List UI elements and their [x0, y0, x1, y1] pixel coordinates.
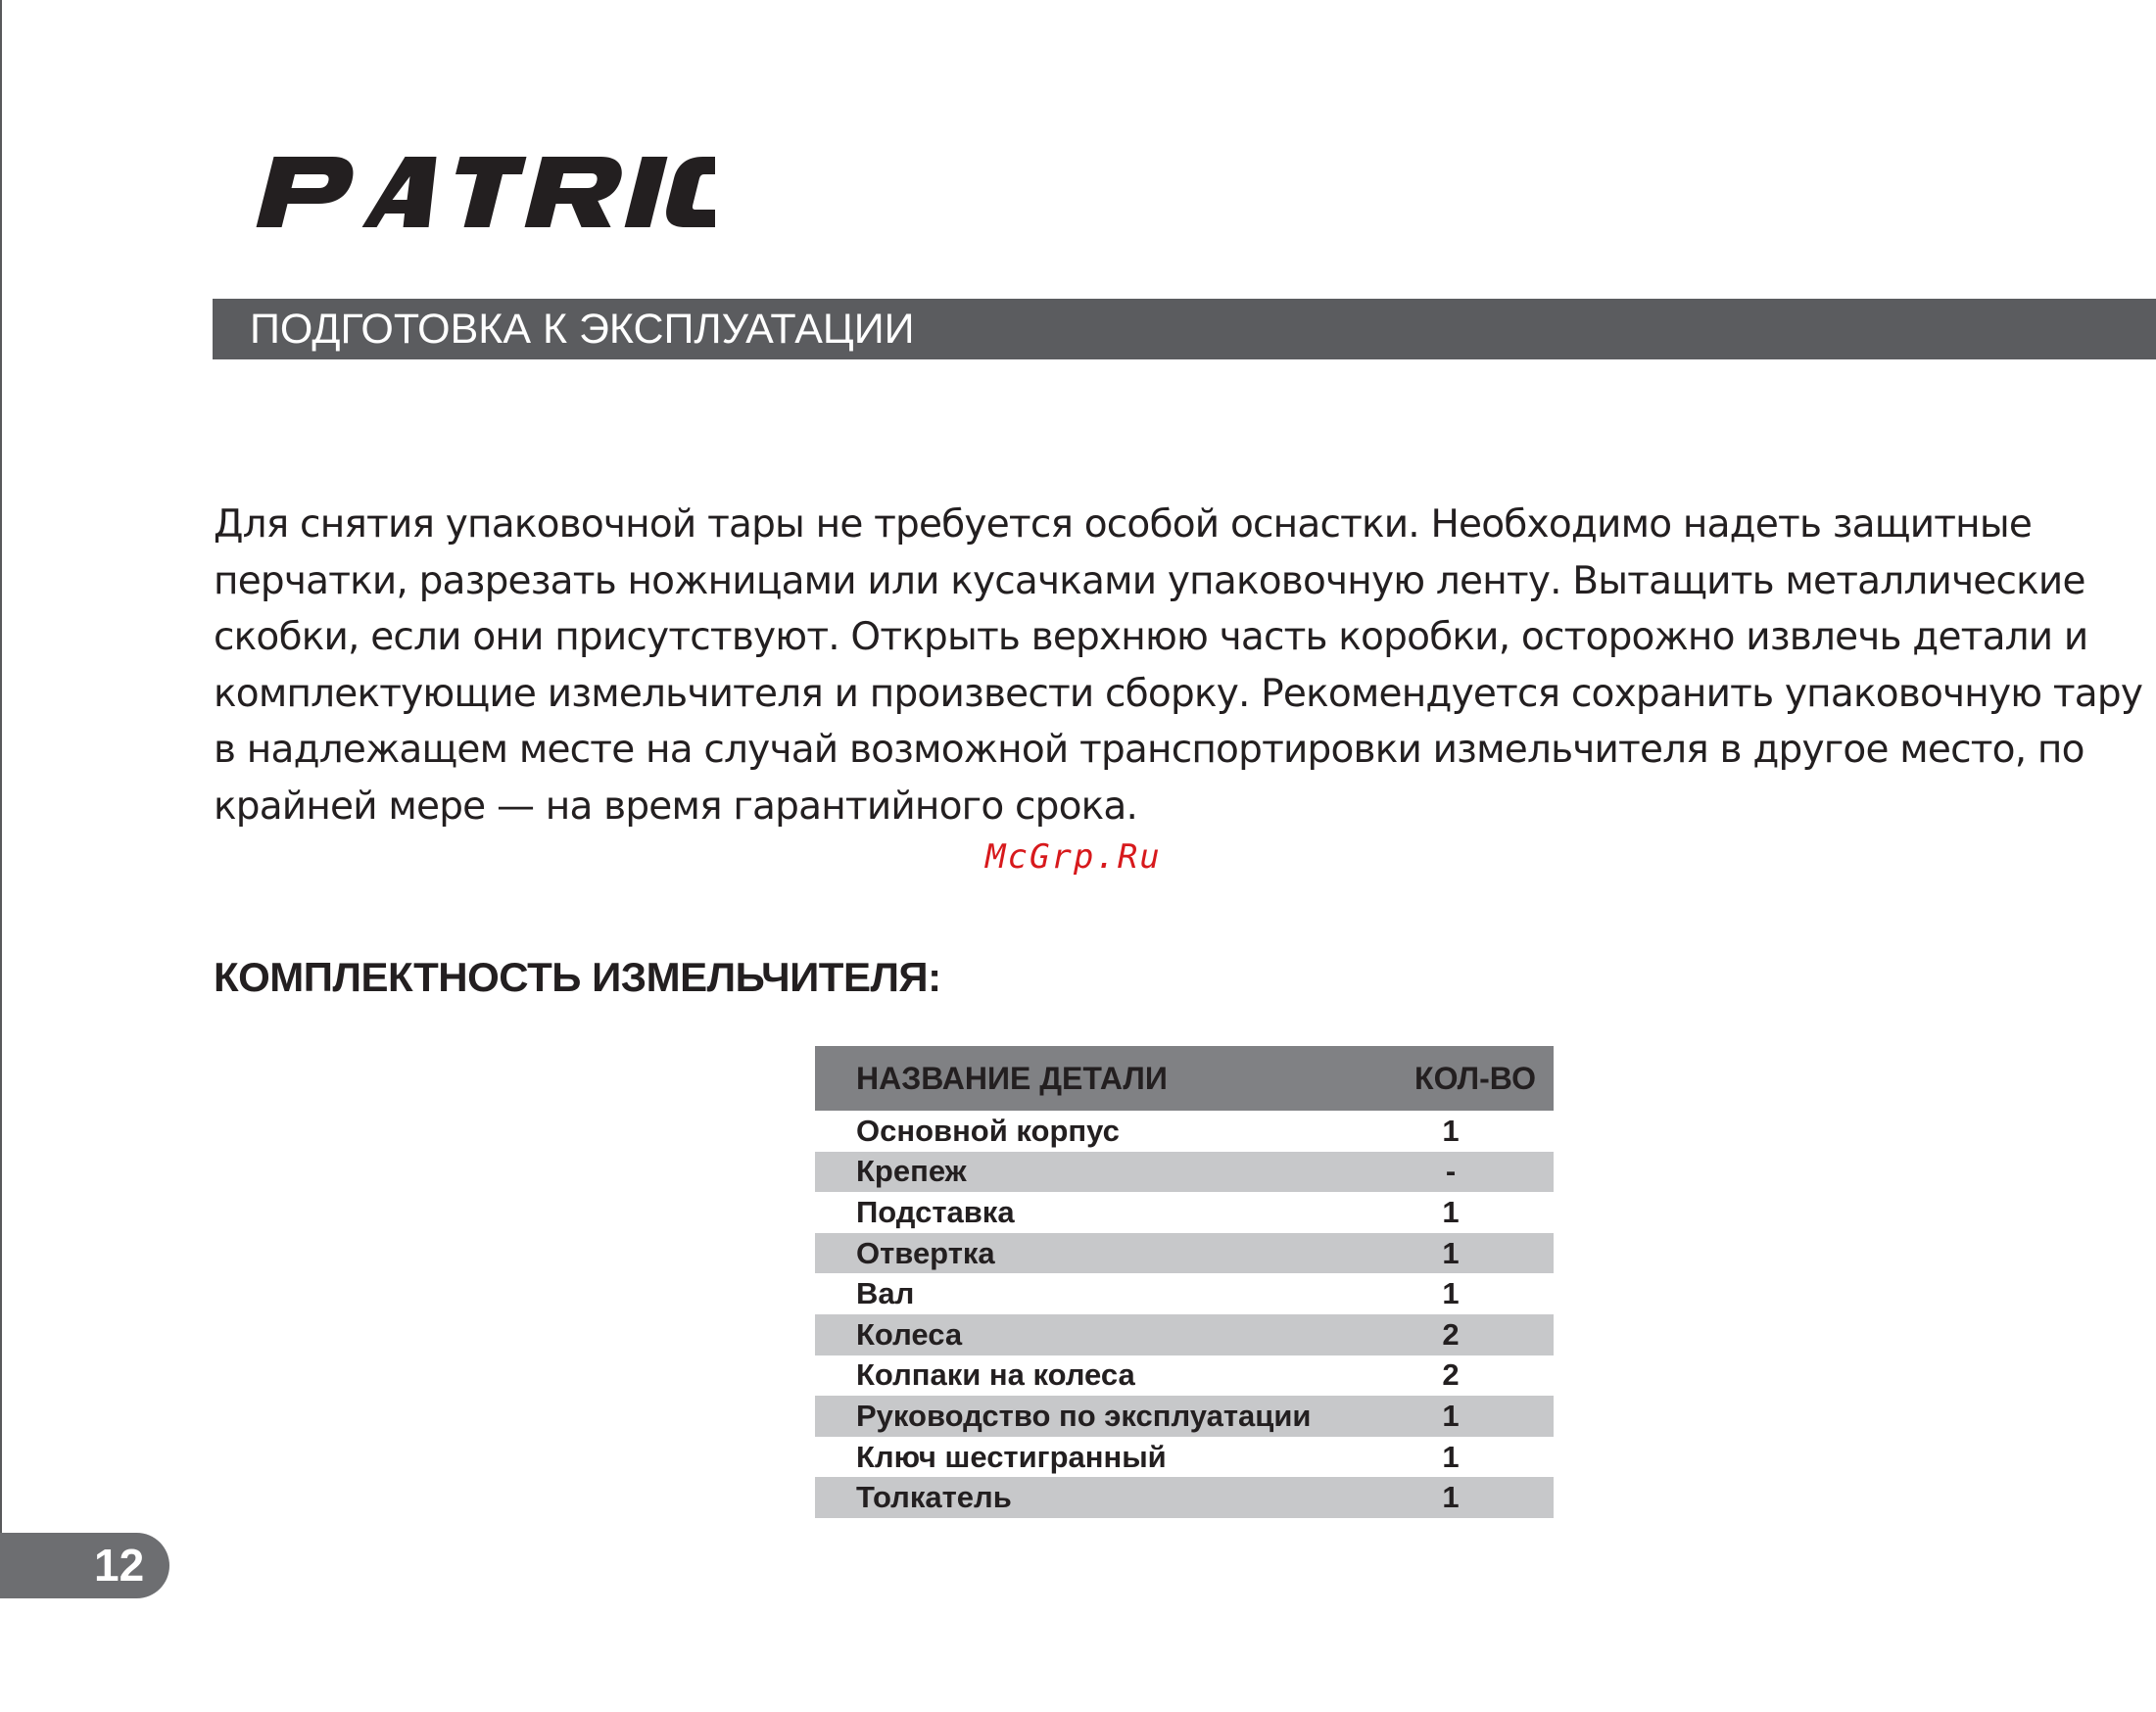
- table-row: [815, 1273, 1554, 1314]
- table-row: [815, 1192, 1554, 1233]
- table-row: [815, 1152, 1554, 1193]
- part-name: Ключ шестигранный: [856, 1439, 1167, 1474]
- table-row: [815, 1111, 1554, 1152]
- part-qty: 1: [1442, 1398, 1460, 1433]
- part-qty: 1: [1442, 1439, 1460, 1474]
- parts-table-body: [815, 1111, 1554, 1518]
- page-number-tab: [0, 1533, 169, 1598]
- part-name: Руководство по эксплуатации: [856, 1398, 1312, 1433]
- part-qty: 2: [1442, 1357, 1460, 1393]
- part-name: Вал: [856, 1276, 915, 1311]
- part-name: Крепеж: [856, 1154, 967, 1189]
- table-row: [815, 1355, 1554, 1397]
- table-row: [815, 1477, 1554, 1518]
- parts-table-header: [815, 1046, 1554, 1111]
- part-name: Отвертка: [856, 1235, 995, 1270]
- contents-heading: КОМПЛЕКТНОСТЬ ИЗМЕЛЬЧИТЕЛЯ:: [214, 954, 941, 1000]
- table-row: [815, 1233, 1554, 1274]
- page-left-rule: [0, 0, 2, 1538]
- part-qty: 1: [1442, 1480, 1460, 1515]
- section-title: ПОДГОТОВКА К ЭКСПЛУАТАЦИИ: [250, 306, 915, 353]
- column-header-qty: КОЛ-ВО: [1414, 1060, 1536, 1096]
- table-row: [815, 1437, 1554, 1478]
- part-qty: 2: [1442, 1316, 1460, 1352]
- part-qty: 1: [1442, 1194, 1460, 1229]
- part-qty: 1: [1442, 1276, 1460, 1311]
- parts-table: [815, 1046, 1554, 1518]
- part-qty: 1: [1442, 1235, 1460, 1270]
- patriot-logo: [245, 147, 715, 235]
- section-title-bar: [213, 299, 2156, 359]
- part-qty: 1: [1442, 1113, 1460, 1148]
- part-qty: -: [1445, 1154, 1457, 1189]
- page-number: 12: [94, 1540, 145, 1591]
- column-header-name: НАЗВАНИЕ ДЕТАЛИ: [856, 1060, 1168, 1096]
- intro-paragraph: Для снятия упаковочной тары не требуется особой оснастки. Необходимо надеть защитные перчатки, разрезать ножницами или кусачками упаковочную ленту. Вытащить металлические скобки, если они присутствуют. Открыть верхнюю часть коробки, осторожно извлечь детали и комплектующие измельчителя и произвести сборку. Рекомендуется сохранить упаковочную тару в надлежащем месте на случай возможной транспортировки измельчителя в другое место, по крайней мере — на время гарантийного срока.: [214, 502, 2143, 829]
- table-row: [815, 1396, 1554, 1437]
- part-name: Колпаки на колеса: [856, 1357, 1135, 1393]
- table-row: [815, 1314, 1554, 1355]
- part-name: Подставка: [856, 1194, 1015, 1229]
- part-name: Основной корпус: [856, 1113, 1120, 1148]
- part-name: Колеса: [856, 1316, 963, 1352]
- watermark-link[interactable]: McGrp.Ru: [985, 837, 1162, 877]
- part-name: Толкатель: [856, 1480, 1012, 1515]
